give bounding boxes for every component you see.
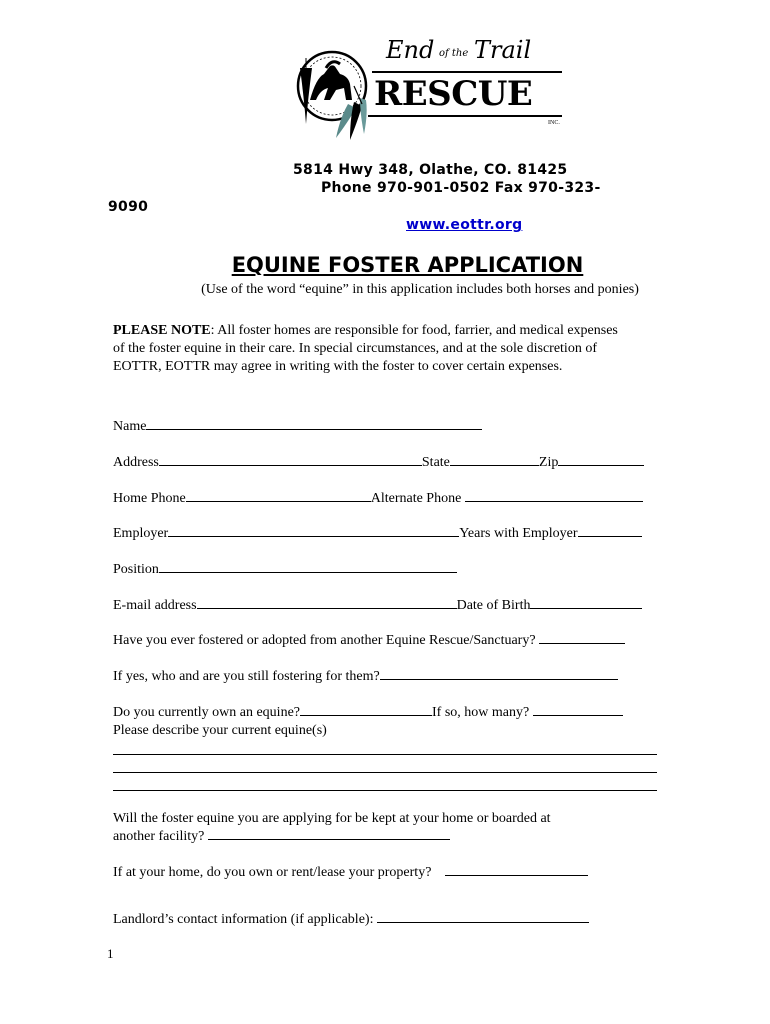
if-yes-field[interactable] [380, 668, 618, 680]
fostered-label: Have you ever fostered or adopted from another Equine Rescue/Sanctuary? [113, 633, 536, 648]
position-field[interactable] [159, 561, 457, 573]
email-row [113, 597, 642, 615]
note-label: PLEASE NOTE [113, 323, 211, 338]
fostered-row [113, 632, 625, 650]
kept-label: another facility? [113, 829, 205, 844]
address-row [113, 454, 644, 472]
if-yes-label: If yes, who and are you still fostering for them? [113, 669, 380, 684]
page-number: 1 [107, 946, 114, 961]
zip-label: Zip [538, 455, 559, 470]
kept-row-1: Will the foster equine you are applying for be kept at your home or boarded at [113, 811, 551, 826]
phone-row [113, 490, 643, 508]
name-row [113, 418, 482, 436]
kept-row-2 [113, 828, 450, 846]
org-address: 5814 Hwy 348, Olathe, CO. 81425 [293, 162, 568, 178]
home-phone-field[interactable] [186, 490, 371, 502]
own-rent-label: If at your home, do you own or rent/lease your property? [113, 865, 432, 880]
state-field[interactable] [450, 454, 539, 466]
landlord-row [113, 911, 589, 929]
kept-field[interactable] [208, 828, 450, 840]
alt-phone-field[interactable] [465, 490, 643, 502]
name-label: Name [113, 419, 147, 434]
rescue-logo [296, 38, 576, 142]
years-employer-field[interactable] [578, 525, 642, 537]
own-equine-field[interactable] [300, 704, 432, 716]
org-phone-continuation: 9090 [108, 199, 149, 215]
own-rent-row [113, 864, 588, 882]
email-field[interactable] [197, 597, 457, 609]
home-phone-label: Home Phone [113, 491, 186, 506]
own-equine-label: Do you currently own an equine? [113, 705, 300, 720]
address-label: Address [113, 455, 159, 470]
logo-end-text: End [386, 36, 435, 64]
describe-line-3[interactable] [113, 790, 657, 791]
position-row [113, 561, 457, 579]
dob-label: Date of Birth [456, 598, 531, 613]
how-many-label: If so, how many? [432, 705, 530, 720]
logo-trail-text: Trail [474, 36, 532, 64]
please-note [113, 322, 633, 376]
dob-field[interactable] [530, 597, 642, 609]
logo-ofthe-text: of the [439, 48, 469, 59]
describe-line-1[interactable] [113, 754, 657, 755]
org-phone: Phone 970-901-0502 Fax 970-323- [321, 180, 601, 196]
name-field[interactable] [146, 418, 482, 430]
landlord-field[interactable] [377, 911, 589, 923]
zip-field[interactable] [558, 454, 644, 466]
own-rent-field[interactable] [445, 864, 588, 876]
logo-inc-text: INC. [548, 120, 560, 126]
landlord-label: Landlord’s contact information (if applicable): [113, 912, 374, 927]
page-title: EQUINE FOSTER APPLICATION [231, 253, 584, 277]
if-yes-row [113, 668, 618, 686]
address-field[interactable] [159, 454, 422, 466]
describe-label: Please describe your current equine(s) [113, 723, 327, 738]
own-equine-row [113, 704, 623, 722]
employer-field[interactable] [168, 525, 459, 537]
note-text: : All foster homes are responsible for food, farrier, and medical expenses of the foster equine in their care. In special circumstances, and at the sole discretion of EOTTR, EOTTR may agree in writing with the foster to cover certain expenses. [113, 323, 618, 374]
page-subtitle: (Use of the word “equine” in this application includes both horses and ponies) [201, 282, 639, 297]
fostered-field[interactable] [539, 632, 625, 644]
describe-line-2[interactable] [113, 772, 657, 773]
how-many-field[interactable] [533, 704, 623, 716]
state-label: State [421, 455, 450, 470]
logo-rescue-text: RESCUE [374, 74, 533, 114]
years-employer-label: Years with Employer [459, 526, 578, 541]
org-website-link[interactable]: www.eottr.org [406, 217, 523, 233]
employer-label: Employer [113, 526, 169, 541]
employer-row [113, 525, 642, 543]
email-label: E-mail address [113, 598, 197, 613]
position-label: Position [113, 562, 159, 577]
alt-phone-label: Alternate Phone [370, 491, 462, 506]
